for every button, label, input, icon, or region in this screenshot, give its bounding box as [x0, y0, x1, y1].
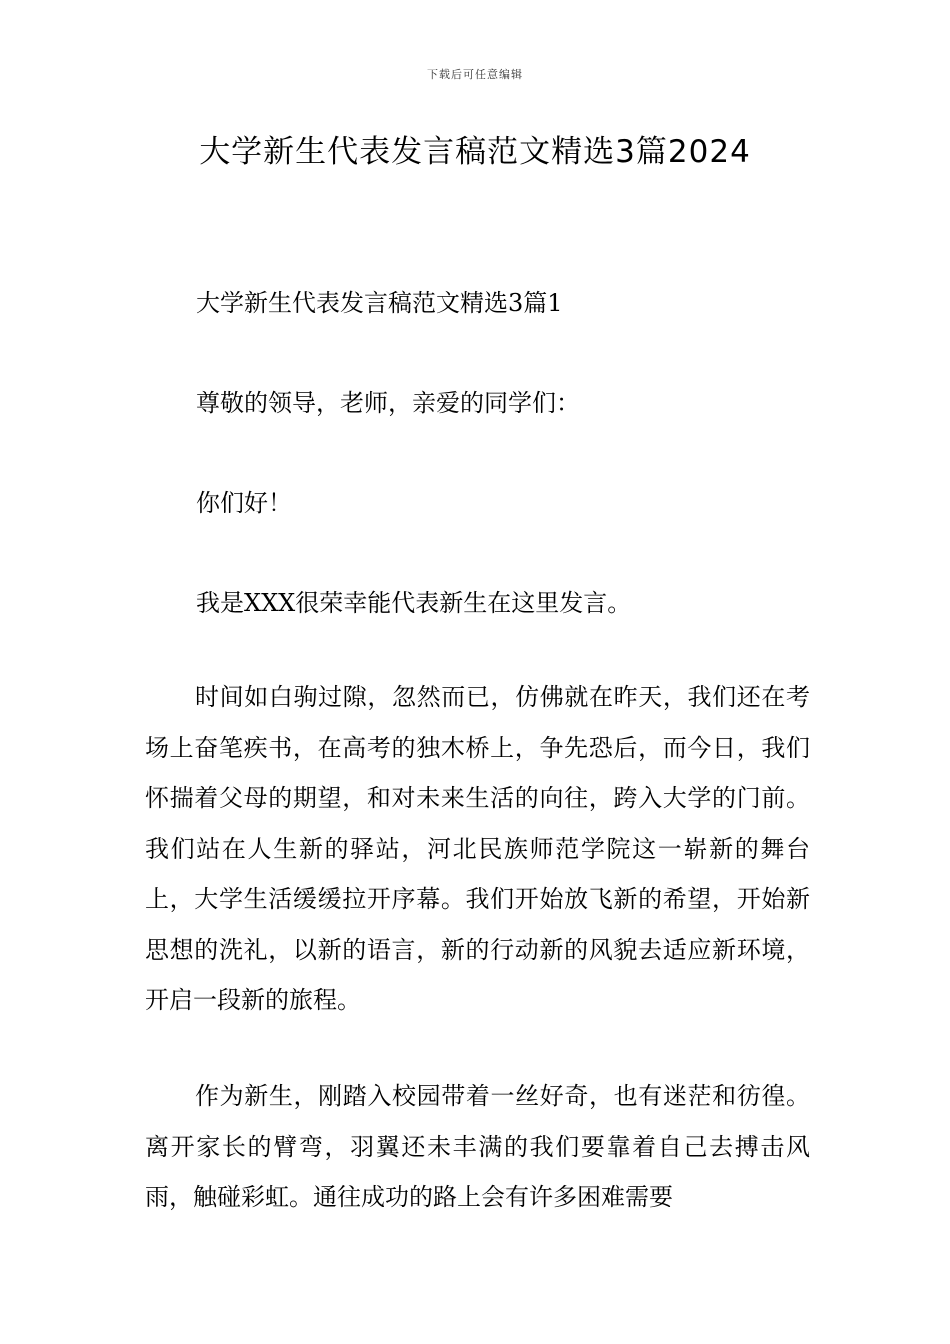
greeting: 你们好！	[196, 489, 292, 517]
section-heading: 大学新生代表发言稿范文精选3篇1	[196, 289, 563, 317]
document-title: 大学新生代表发言稿范文精选3篇2024	[199, 134, 751, 170]
body-paragraph: 时间如白驹过隙，忽然而已，仿佛就在昨天，我们还在考场上奋笔疾书，在高考的独木桥上，争先恐后，而今日，我们怀揣着父母的期望，和对未来生活的向往，跨入大学的门前。我们站在人生新的驿站，河北民族师范学院这一崭新的舞台上，大学生活缓缓拉开序幕。我们开始放飞新的希望，开始新思想的洗礼，以新的语言，新的行动新的风貌去适应新环境，开启一段新的旅程。	[145, 683, 810, 1014]
header-note: 下载后可任意编辑	[427, 68, 523, 81]
body-paragraph: 作为新生，刚踏入校园带着一丝好奇，也有迷茫和彷徨。离开家长的臂弯，羽翼还未丰满的我们要靠着自己去搏击风雨，触碰彩虹。通往成功的路上会有许多困难需要	[145, 1082, 810, 1211]
intro-line: 我是XXX很荣幸能代表新生在这里发言。	[196, 589, 632, 617]
salutation: 尊敬的领导，老师，亲爱的同学们：	[196, 389, 580, 417]
